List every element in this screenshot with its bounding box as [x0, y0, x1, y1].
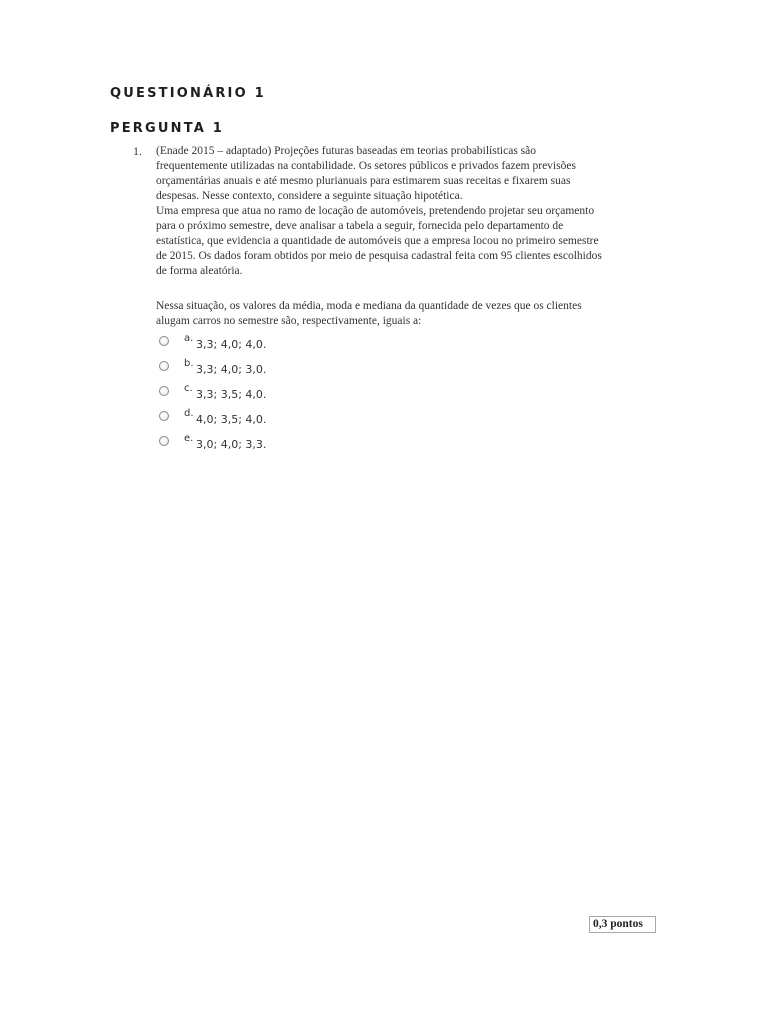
statement-line: estatística, que evidencia a quantidade de automóveis que a empresa locou no primeiro semestre [156, 235, 599, 247]
option-text[interactable]: 3,3; 3,5; 4,0. [196, 388, 267, 401]
radio-button-e[interactable] [159, 436, 169, 446]
quiz-title: QUESTIONÁRIO 1 [110, 86, 266, 101]
option-letter: b. [184, 358, 194, 369]
option-letter: a. [184, 333, 194, 344]
points-badge: 0,3 pontos [589, 916, 656, 933]
radio-button-b[interactable] [159, 361, 169, 371]
statement-line: orçamentárias anuais e até mesmo plurianuais para estimarem suas receitas e fixarem suas [156, 175, 571, 187]
option-letter: d. [184, 408, 194, 419]
option-e[interactable] [157, 433, 357, 458]
statement-line: despesas. Nesse contexto, considere a seguinte situação hipotética. [156, 190, 463, 202]
answer-options [157, 333, 357, 458]
radio-button-d[interactable] [159, 411, 169, 421]
radio-button-a[interactable] [159, 336, 169, 346]
option-letter: c. [184, 383, 193, 394]
option-text[interactable]: 3,0; 4,0; 3,3. [196, 438, 267, 451]
option-text[interactable]: 4,0; 3,5; 4,0. [196, 413, 267, 426]
question-statement [156, 144, 656, 279]
prompt-line: Nessa situação, os valores da média, moda e mediana da quantidade de vezes que os clientes [156, 300, 582, 312]
statement-line: para o próximo semestre, deve analisar a tabela a seguir, fornecida pelo departamento de [156, 220, 564, 232]
statement-line: de forma aleatória. [156, 265, 243, 277]
question-heading: PERGUNTA 1 [110, 121, 225, 136]
option-d[interactable] [157, 408, 357, 433]
statement-line: (Enade 2015 – adaptado) Projeções futuras baseadas em teorias probabilísticas são [156, 145, 537, 157]
option-letter: e. [184, 433, 194, 444]
option-text[interactable]: 3,3; 4,0; 4,0. [196, 338, 267, 351]
question-prompt [156, 299, 656, 329]
statement-line: de 2015. Os dados foram obtidos por meio de pesquisa cadastral feita com 95 clientes escolhidos [156, 250, 602, 262]
prompt-line: alugam carros no semestre são, respectivamente, iguais a: [156, 315, 422, 327]
option-a[interactable] [157, 333, 357, 358]
statement-line: Uma empresa que atua no ramo de locação de automóveis, pretendendo projetar seu orçamento [156, 205, 595, 217]
option-b[interactable] [157, 358, 357, 383]
statement-line: frequentemente utilizadas na contabilidade. Os setores públicos e privados fazem previsões [156, 160, 576, 172]
question-number: 1. [133, 144, 142, 158]
option-text[interactable]: 3,3; 4,0; 3,0. [196, 363, 267, 376]
option-c[interactable] [157, 383, 357, 408]
radio-button-c[interactable] [159, 386, 169, 396]
